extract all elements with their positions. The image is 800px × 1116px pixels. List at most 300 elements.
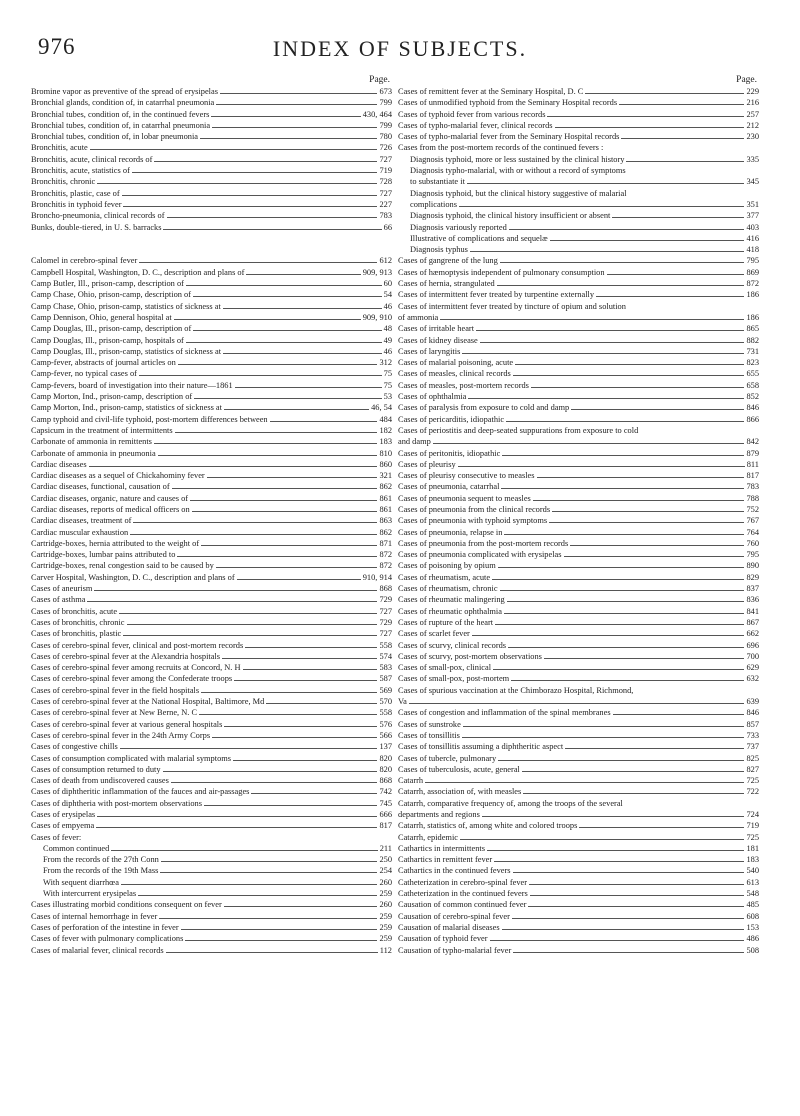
entry-text: Cases of consumption returned to duty: [31, 764, 161, 774]
page-number: 976: [38, 34, 76, 59]
entry-page: 825: [746, 753, 759, 763]
entry-text: Cardiac diseases: [31, 459, 87, 469]
entry-page: 259: [379, 934, 392, 944]
index-entry: [398, 493, 759, 504]
index-entry: [398, 86, 759, 97]
entry-page: 216: [746, 98, 759, 108]
entry-text: Cases of typho-malarial fever from the Seminary Hospital records: [398, 132, 620, 142]
entry-page: 810: [379, 448, 392, 458]
entry-text: Carbonate of ammonia in pneumonia: [31, 448, 156, 458]
entry-text: Cases of cerebro-spinal fever at the National Hospital, Baltimore, Md: [31, 697, 265, 707]
leader-dots: [470, 251, 745, 252]
index-entry: [31, 210, 392, 221]
entry-page: 484: [379, 414, 392, 424]
index-entry: [398, 560, 759, 571]
entry-text: Cases illustrating morbid conditions consequent on fever: [31, 900, 222, 910]
index-entry: [31, 753, 392, 764]
entry-text: Cases of periostitis and deep-seated suppurations from exposure to cold: [398, 425, 639, 435]
entry-text: Catarrh, association of, with measles: [398, 787, 522, 797]
entry-page: 727: [379, 629, 392, 639]
leader-dots: [90, 149, 378, 150]
index-entry: [398, 820, 759, 831]
entry-text: Cases of cerebro-spinal fever at various general hospitals: [31, 719, 223, 729]
index-entry: [31, 97, 392, 108]
leader-dots: [571, 409, 744, 410]
index-entry: [398, 142, 759, 153]
leader-dots: [201, 545, 377, 546]
entry-page: 780: [379, 132, 392, 142]
leader-dots: [97, 183, 377, 184]
leader-dots: [127, 624, 378, 625]
entry-text: Cases of intermittent fever treated by turpentine externally: [398, 290, 595, 300]
entry-text: Camp Dennison, Ohio, general hospital at: [31, 312, 172, 322]
entry-text: Cases of death from undiscovered causes: [31, 776, 169, 786]
entry-text: Capsicum in the treatment of intermittents: [31, 425, 173, 435]
entry-page: 827: [746, 764, 759, 774]
index-entry: [398, 380, 759, 391]
index-entry: [31, 911, 392, 922]
entry-text: Camp typhoid and civil-life typhoid, post-mortem differences between: [31, 414, 268, 424]
leader-dots: [167, 217, 378, 218]
entry-page: 583: [379, 663, 392, 673]
leader-dots: [139, 262, 377, 263]
entry-page: 731: [746, 346, 759, 356]
entry-text: Bronchitis, acute, clinical records of: [31, 154, 153, 164]
index-entry: [31, 696, 392, 707]
leader-dots: [500, 262, 745, 263]
entry-text: Cartridge-boxes, lumbar pains attributed to: [31, 550, 176, 560]
entry-text: Cartridge-boxes, renal congestion said to be caused by: [31, 561, 214, 571]
leader-dots: [172, 488, 378, 489]
leader-dots: [243, 669, 378, 670]
entry-page: 865: [746, 324, 759, 334]
entry-text: Cardiac diseases, reports of medical officers on: [31, 504, 190, 514]
leader-dots: [531, 387, 744, 388]
entry-page: 729: [379, 595, 392, 605]
index-entry: [31, 131, 392, 142]
entry-text: Cases of malarial fever, clinical records: [31, 945, 164, 955]
entry-page: 862: [379, 482, 392, 492]
entry-text: Cases of erysipelas: [31, 810, 96, 819]
index-entry: [398, 481, 759, 492]
leader-dots: [480, 342, 745, 343]
entry-text: Causation of common continued fever: [398, 900, 527, 910]
entry-text: Cases of cerebro-spinal fever among recruits at Concord, N. H: [31, 663, 241, 673]
entry-text: Bronchitis, acute, statistics of: [31, 166, 130, 176]
entry-text: Cases of pneumonia, catarrhal: [398, 482, 500, 492]
index-entry: [398, 176, 759, 187]
index-entry: [398, 459, 759, 470]
leader-dots: [502, 455, 744, 456]
leader-dots: [119, 613, 377, 614]
leader-dots: [111, 850, 377, 851]
entry-page: 666: [379, 810, 392, 819]
index-entry: [398, 244, 759, 255]
entry-page: 863: [379, 516, 392, 526]
index-entry: [398, 448, 759, 459]
entry-page: 726: [379, 143, 392, 153]
entry-page: 869: [746, 267, 759, 277]
leader-dots: [121, 884, 377, 885]
leader-dots: [123, 206, 377, 207]
leader-dots: [163, 771, 378, 772]
entry-page: 48: [383, 324, 392, 334]
leader-dots: [237, 579, 361, 580]
leader-dots: [409, 703, 745, 704]
leader-dots: [472, 635, 745, 636]
entry-page: 729: [379, 617, 392, 627]
leader-dots: [212, 127, 377, 128]
leader-dots: [513, 872, 745, 873]
leader-dots: [537, 477, 745, 478]
entry-text: Cases of hæmoptysis independent of pulmonary consumption: [398, 267, 605, 277]
leader-dots: [626, 161, 744, 162]
entry-text: Cases of tonsillitis assuming a diphtheritic aspect: [398, 742, 564, 752]
leader-dots: [509, 229, 745, 230]
index-entry: [31, 425, 392, 436]
entry-text: Catarrh: [398, 776, 424, 786]
entry-page: 335: [746, 154, 759, 164]
entry-text: Cases of empyema: [31, 821, 95, 831]
index-entry: [31, 481, 392, 492]
entry-text: Cardiac diseases as a sequel of Chickahominy fever: [31, 471, 205, 481]
leader-dots: [440, 319, 744, 320]
leader-dots: [495, 624, 744, 625]
entry-text: Cases of cerebro-spinal fever at the Alexandria hospitals: [31, 651, 221, 661]
entry-page: 629: [746, 663, 759, 673]
entry-page: 725: [746, 832, 759, 842]
leader-dots: [216, 567, 378, 568]
entry-text: Camp Douglas, Ill., prison-camp, hospitals of: [31, 335, 184, 345]
leader-dots: [123, 635, 377, 636]
entry-page: 75: [383, 369, 392, 379]
leader-dots: [207, 477, 378, 478]
leader-dots: [462, 353, 744, 354]
index-entry: [31, 888, 392, 899]
index-entry: [398, 673, 759, 684]
index-entry: [31, 335, 392, 346]
entry-text: Cases of pneumonia sequent to measles: [398, 493, 531, 503]
leader-dots: [425, 782, 744, 783]
entry-text: Diagnosis typhoid, but the clinical history suggestive of malarial: [410, 188, 627, 198]
entry-page: 857: [746, 719, 759, 729]
entry-page: 587: [379, 674, 392, 684]
index-entry: [398, 775, 759, 786]
entry-page: 574: [379, 651, 392, 661]
leader-dots: [549, 522, 744, 523]
index-entry: [31, 289, 392, 300]
left-column: [31, 74, 392, 956]
entry-text: Campbell Hospital, Washington, D. C., description and plans of: [31, 267, 245, 277]
entry-text: With sequent diarrhœa: [43, 877, 119, 887]
entry-page: 418: [746, 245, 759, 255]
index-entry: [398, 911, 759, 922]
entry-page: 820: [379, 764, 392, 774]
entry-page: 655: [746, 369, 759, 379]
leader-dots: [154, 443, 377, 444]
index-entry: [398, 289, 759, 300]
index-entry: [31, 357, 392, 368]
entry-page: 742: [379, 787, 392, 797]
leader-dots: [504, 534, 744, 535]
entry-text: Cartridge-boxes, hernia attributed to the weight of: [31, 538, 200, 548]
entry-text: Cases of fever with pulmonary complications: [31, 934, 184, 944]
entry-text: Cases of kidney disease: [398, 335, 478, 345]
entry-page: 250: [379, 855, 392, 865]
index-entry: [398, 922, 759, 933]
entry-page: 186: [746, 290, 759, 300]
entry-text: Cases of rheumatism, acute: [398, 572, 491, 582]
entry-text: Cathartics in remittent fever: [398, 855, 493, 865]
entry-text: Camp Douglas, Ill., prison-camp, statistics of sickness at: [31, 346, 222, 356]
entry-text: Cases of cerebro-spinal fever, clinical and post-mortem records: [31, 640, 244, 650]
entry-text: Common continued: [43, 843, 110, 853]
entry-text: Camp Chase, Ohio, prison-camp, statistics of sickness at: [31, 301, 221, 311]
entry-page: 788: [746, 493, 759, 503]
index-entry: [398, 154, 759, 165]
entry-page: 227: [379, 199, 392, 209]
entry-text: Camp Butler, Ill., prison-camp, description of: [31, 279, 184, 289]
index-entry: [398, 278, 759, 289]
leader-dots: [266, 703, 377, 704]
index-entry: [398, 843, 759, 854]
entry-page: 613: [746, 877, 759, 887]
leader-dots: [460, 839, 744, 840]
entry-text: With intercurrent erysipelas: [43, 889, 137, 899]
entry-page: 799: [379, 98, 392, 108]
index-entry: [398, 188, 759, 199]
leader-dots: [550, 240, 745, 241]
entry-page: 66: [383, 222, 392, 232]
leader-dots: [498, 760, 744, 761]
entry-text: Cases of tuberculosis, acute, general: [398, 764, 520, 774]
leader-dots: [233, 760, 377, 761]
leader-dots: [163, 229, 381, 230]
index-entry: [31, 707, 392, 718]
index-entry: [31, 414, 392, 425]
index-entry: [31, 278, 392, 289]
entry-page: 867: [746, 617, 759, 627]
entry-page: 860: [379, 459, 392, 469]
entry-page: 820: [379, 753, 392, 763]
page-column-label: Page.: [369, 75, 390, 85]
index-entry: [31, 391, 392, 402]
entry-page: 846: [746, 708, 759, 718]
entry-page: 846: [746, 403, 759, 413]
index-entry: [398, 368, 759, 379]
leader-dots: [544, 658, 745, 659]
entry-page: 54: [383, 290, 392, 300]
leader-dots: [186, 285, 382, 286]
index-entry: [398, 538, 759, 549]
leader-dots: [161, 861, 378, 862]
index-entry: [31, 651, 392, 662]
entry-page: 852: [746, 392, 759, 402]
leader-dots: [552, 511, 744, 512]
leader-dots: [235, 387, 382, 388]
index-entry: [398, 267, 759, 278]
entry-page: 658: [746, 380, 759, 390]
index-entry: [398, 583, 759, 594]
entry-page: 719: [379, 166, 392, 176]
entry-page: 719: [746, 821, 759, 831]
index-entry: [31, 368, 392, 379]
leader-dots: [138, 895, 377, 896]
index-entry: [31, 199, 392, 210]
index-entry: [398, 628, 759, 639]
entry-page: 153: [746, 922, 759, 932]
entry-page: 700: [746, 651, 759, 661]
entry-page: 377: [746, 211, 759, 221]
entry-page: 257: [746, 109, 759, 119]
leader-dots: [502, 929, 745, 930]
index-entry: [31, 606, 392, 617]
entry-text: Cases of pericarditis, idiopathic: [398, 414, 505, 424]
leader-dots: [96, 827, 377, 828]
index-entry: [31, 775, 392, 786]
index-entry: [398, 606, 759, 617]
leader-dots: [186, 342, 382, 343]
leader-dots: [501, 488, 744, 489]
leader-dots: [139, 375, 382, 376]
entry-text: Va: [398, 697, 407, 707]
leader-dots: [511, 680, 744, 681]
entry-page: 608: [746, 911, 759, 921]
entry-page: 872: [746, 279, 759, 289]
leader-dots: [565, 748, 744, 749]
entry-text: Cases of measles, clinical records: [398, 369, 511, 379]
entry-page: 229: [746, 87, 759, 96]
entry-page: 890: [746, 561, 759, 571]
entry-page: 795: [746, 550, 759, 560]
index-entry: [31, 527, 392, 538]
entry-page: 569: [379, 685, 392, 695]
entry-text: and damp: [398, 437, 431, 447]
entry-page: 486: [746, 934, 759, 944]
entry-page: 181: [746, 843, 759, 853]
entry-page: 46: [383, 346, 392, 356]
index-entry: [398, 414, 759, 425]
index-entry: [398, 719, 759, 730]
leader-dots: [607, 274, 745, 275]
entry-text: Camp-fevers, board of investigation into their nature—1861: [31, 380, 233, 390]
entry-page: 842: [746, 437, 759, 447]
index-entry: [398, 109, 759, 120]
entry-page: 321: [379, 471, 392, 481]
leader-dots: [490, 940, 745, 941]
index-entry: [31, 865, 392, 876]
entry-page: 558: [379, 708, 392, 718]
index-entry: [398, 832, 759, 843]
index-entry: [31, 188, 392, 199]
entry-text: Camp Morton, Ind., prison-camp, statistics of sickness at: [31, 403, 222, 413]
entry-text: Cases of diphtheritic inflammation of the fauces and air-passages: [31, 787, 250, 797]
index-entry: [31, 786, 392, 797]
index-entry: [398, 651, 759, 662]
leader-dots: [190, 500, 377, 501]
entry-page: 259: [379, 922, 392, 932]
leader-dots: [159, 918, 377, 919]
entry-text: Causation of typho-malarial fever: [398, 945, 512, 955]
index-entry: [31, 662, 392, 673]
entry-page: 737: [746, 742, 759, 752]
entry-page: 696: [746, 640, 759, 650]
entry-text: Cases of pneumonia with typhoid symptoms: [398, 516, 548, 526]
entry-page: 46: [383, 301, 392, 311]
index-entry: [398, 730, 759, 741]
entry-page: 508: [746, 945, 759, 955]
entry-text: Cases of tonsillitis: [398, 730, 460, 740]
entry-page: 764: [746, 527, 759, 537]
entry-page: 909, 910: [362, 312, 392, 322]
index-entry: [398, 335, 759, 346]
leader-dots: [177, 556, 377, 557]
entry-text: Cases of spurious vaccination at the Chimborazo Hospital, Richmond,: [398, 685, 634, 695]
leader-dots: [533, 500, 745, 501]
entry-text: Cases of scurvy, post-mortem observations: [398, 651, 542, 661]
index-entry: [31, 493, 392, 504]
entry-text: Cathartics in the continued fevers: [398, 866, 511, 876]
index-entry: [31, 86, 392, 97]
entry-text: of ammonia: [398, 312, 439, 322]
entry-text: Cases of aneurism: [31, 584, 93, 594]
leader-dots: [212, 737, 377, 738]
entry-text: Cases of sunstroke: [398, 719, 461, 729]
entry-page: 745: [379, 798, 392, 808]
leader-dots: [154, 161, 377, 162]
entry-page: 862: [379, 527, 392, 537]
index-entry: [398, 323, 759, 334]
entry-text: From the records of the 19th Mass: [43, 866, 159, 876]
entry-page: 351: [746, 199, 759, 209]
leader-dots: [513, 952, 744, 953]
entry-page: 817: [379, 821, 392, 831]
entry-text: Catheterization in cerebro-spinal fever: [398, 877, 528, 887]
entry-text: Cases of scarlet fever: [398, 629, 470, 639]
index-entry: [31, 594, 392, 605]
index-entry: [31, 301, 392, 312]
entry-page: 722: [746, 787, 759, 797]
index-entry: [31, 854, 392, 865]
index-entries-right: [398, 86, 759, 956]
entry-text: Cases of pneumonia, relapse in: [398, 527, 503, 537]
entry-page: 570: [379, 697, 392, 707]
entry-text: Catarrh, comparative frequency of, among the troops of the several: [398, 798, 623, 808]
entry-text: Bronchial tubes, condition of, in catarrhal pneumonia: [31, 120, 211, 130]
index-entry: [31, 380, 392, 391]
index-entry: [31, 538, 392, 549]
entry-page: 182: [379, 425, 392, 435]
index-entry: [31, 346, 392, 357]
leader-dots: [433, 443, 745, 444]
leader-dots: [158, 455, 378, 456]
entry-text: Cases of bronchitis, acute: [31, 606, 118, 616]
entry-text: Cases from the post-mortem records of the continued fevers :: [398, 143, 604, 153]
leader-dots: [523, 793, 744, 794]
leader-dots: [133, 522, 377, 523]
leader-dots: [120, 748, 378, 749]
entry-text: Cases of small-pox, clinical: [398, 663, 492, 673]
entry-page: 566: [379, 730, 392, 740]
entry-page: 767: [746, 516, 759, 526]
index-entry: [398, 391, 759, 402]
leader-dots: [94, 590, 377, 591]
entry-page: 230: [746, 132, 759, 142]
leader-dots: [585, 93, 744, 94]
entry-text: Cases of cerebro-spinal fever in the field hospitals: [31, 685, 200, 695]
entry-text: Cases of cerebro-spinal fever at New Berne, N. C: [31, 708, 198, 718]
index-entry: [398, 888, 759, 899]
